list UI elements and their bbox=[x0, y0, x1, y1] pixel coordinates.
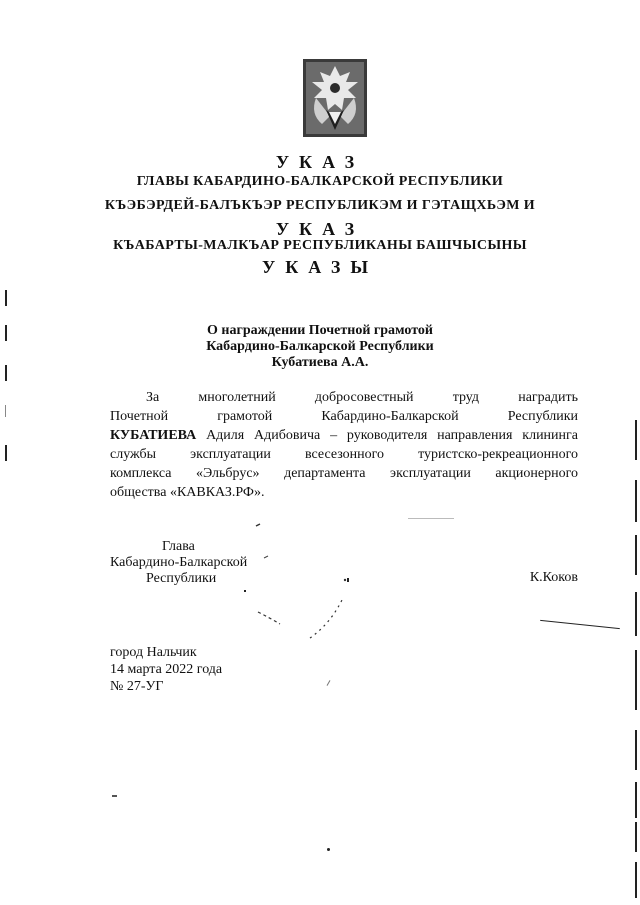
body-line-5: комплекса «Эльбрус» департамента эксплуатации акционерного bbox=[110, 466, 578, 481]
signature-position-2: Кабардино-Балкарской bbox=[110, 555, 248, 570]
signature-position-1: Глава bbox=[162, 539, 195, 554]
date-label: 14 марта 2022 года bbox=[110, 662, 223, 677]
body-line-4: службы эксплуатации всесезонного туристско-рекреационного bbox=[110, 447, 578, 462]
scan-line-mark bbox=[540, 620, 620, 629]
scan-edge-mark bbox=[5, 365, 7, 381]
scan-speck bbox=[327, 680, 331, 686]
awardee-surname: КУБАТИЕВА bbox=[110, 428, 197, 443]
header-line-kbd: КЪЭБЭРДЕЙ-БАЛЪКЪЭР РЕСПУБЛИКЭМ И ГЭТАЩХЬЭМ И bbox=[104, 198, 536, 213]
scan-speck bbox=[112, 795, 117, 797]
subject-line-1: О награждении Почетной грамотой bbox=[207, 323, 433, 338]
scan-speck bbox=[244, 590, 246, 592]
scan-edge-mark bbox=[635, 480, 637, 522]
subject-line-2: Кабардино-Балкарской Республики bbox=[206, 339, 434, 354]
ukaz-heading-3: УКАЗЫ bbox=[262, 257, 378, 277]
body-line-6: общества «КАВКАЗ.РФ». bbox=[110, 485, 265, 500]
scan-edge-mark bbox=[635, 730, 637, 770]
scan-edge-mark bbox=[635, 650, 637, 710]
scan-edge-mark bbox=[5, 445, 7, 461]
subject-line-3: Кубатиева А.А. bbox=[271, 355, 369, 370]
decree-body bbox=[110, 388, 578, 502]
signatory-name: К.Коков bbox=[529, 570, 578, 585]
scan-edge-mark bbox=[5, 405, 6, 417]
scan-edge-mark bbox=[635, 592, 637, 636]
scan-edge-mark bbox=[635, 420, 637, 460]
coat-of-arms-emblem bbox=[302, 58, 368, 138]
body-line-2: Почетной грамотой Кабардино-Балкарской Республики bbox=[110, 409, 578, 424]
signature-marks bbox=[250, 520, 370, 640]
ukaz-heading-2: УКАЗ bbox=[275, 219, 365, 239]
header-line-krc: КЪАБАРТЫ-МАЛКЪАР РЕСПУБЛИКАНЫ БАШЧЫСЫНЫ bbox=[113, 238, 527, 253]
scan-speck bbox=[347, 578, 349, 582]
ukaz-heading-1: УКАЗ bbox=[275, 152, 365, 172]
scan-edge-mark bbox=[635, 822, 637, 852]
city-label: город Нальчик bbox=[110, 645, 197, 660]
decree-meta bbox=[110, 644, 222, 695]
awardee-rest: Адиля Адибовича – руководителя направления клининга bbox=[196, 428, 578, 443]
signature-position-3: Республики bbox=[146, 571, 217, 586]
header-line-ru: ГЛАВЫ КАБАРДИНО-БАЛКАРСКОЙ РЕСПУБЛИКИ bbox=[136, 174, 504, 189]
scan-edge-mark bbox=[635, 535, 637, 575]
scan-speck bbox=[327, 848, 330, 851]
scan-edge-mark bbox=[5, 325, 7, 341]
scan-edge-mark bbox=[5, 290, 7, 306]
decree-number: № 27-УГ bbox=[110, 679, 164, 694]
body-line-3 bbox=[110, 426, 578, 445]
scan-edge-mark bbox=[635, 862, 637, 898]
scan-edge-mark bbox=[635, 782, 637, 818]
body-line-1: За многолетний добросовестный труд наградить bbox=[146, 390, 578, 405]
scan-dash-mark bbox=[408, 518, 454, 519]
